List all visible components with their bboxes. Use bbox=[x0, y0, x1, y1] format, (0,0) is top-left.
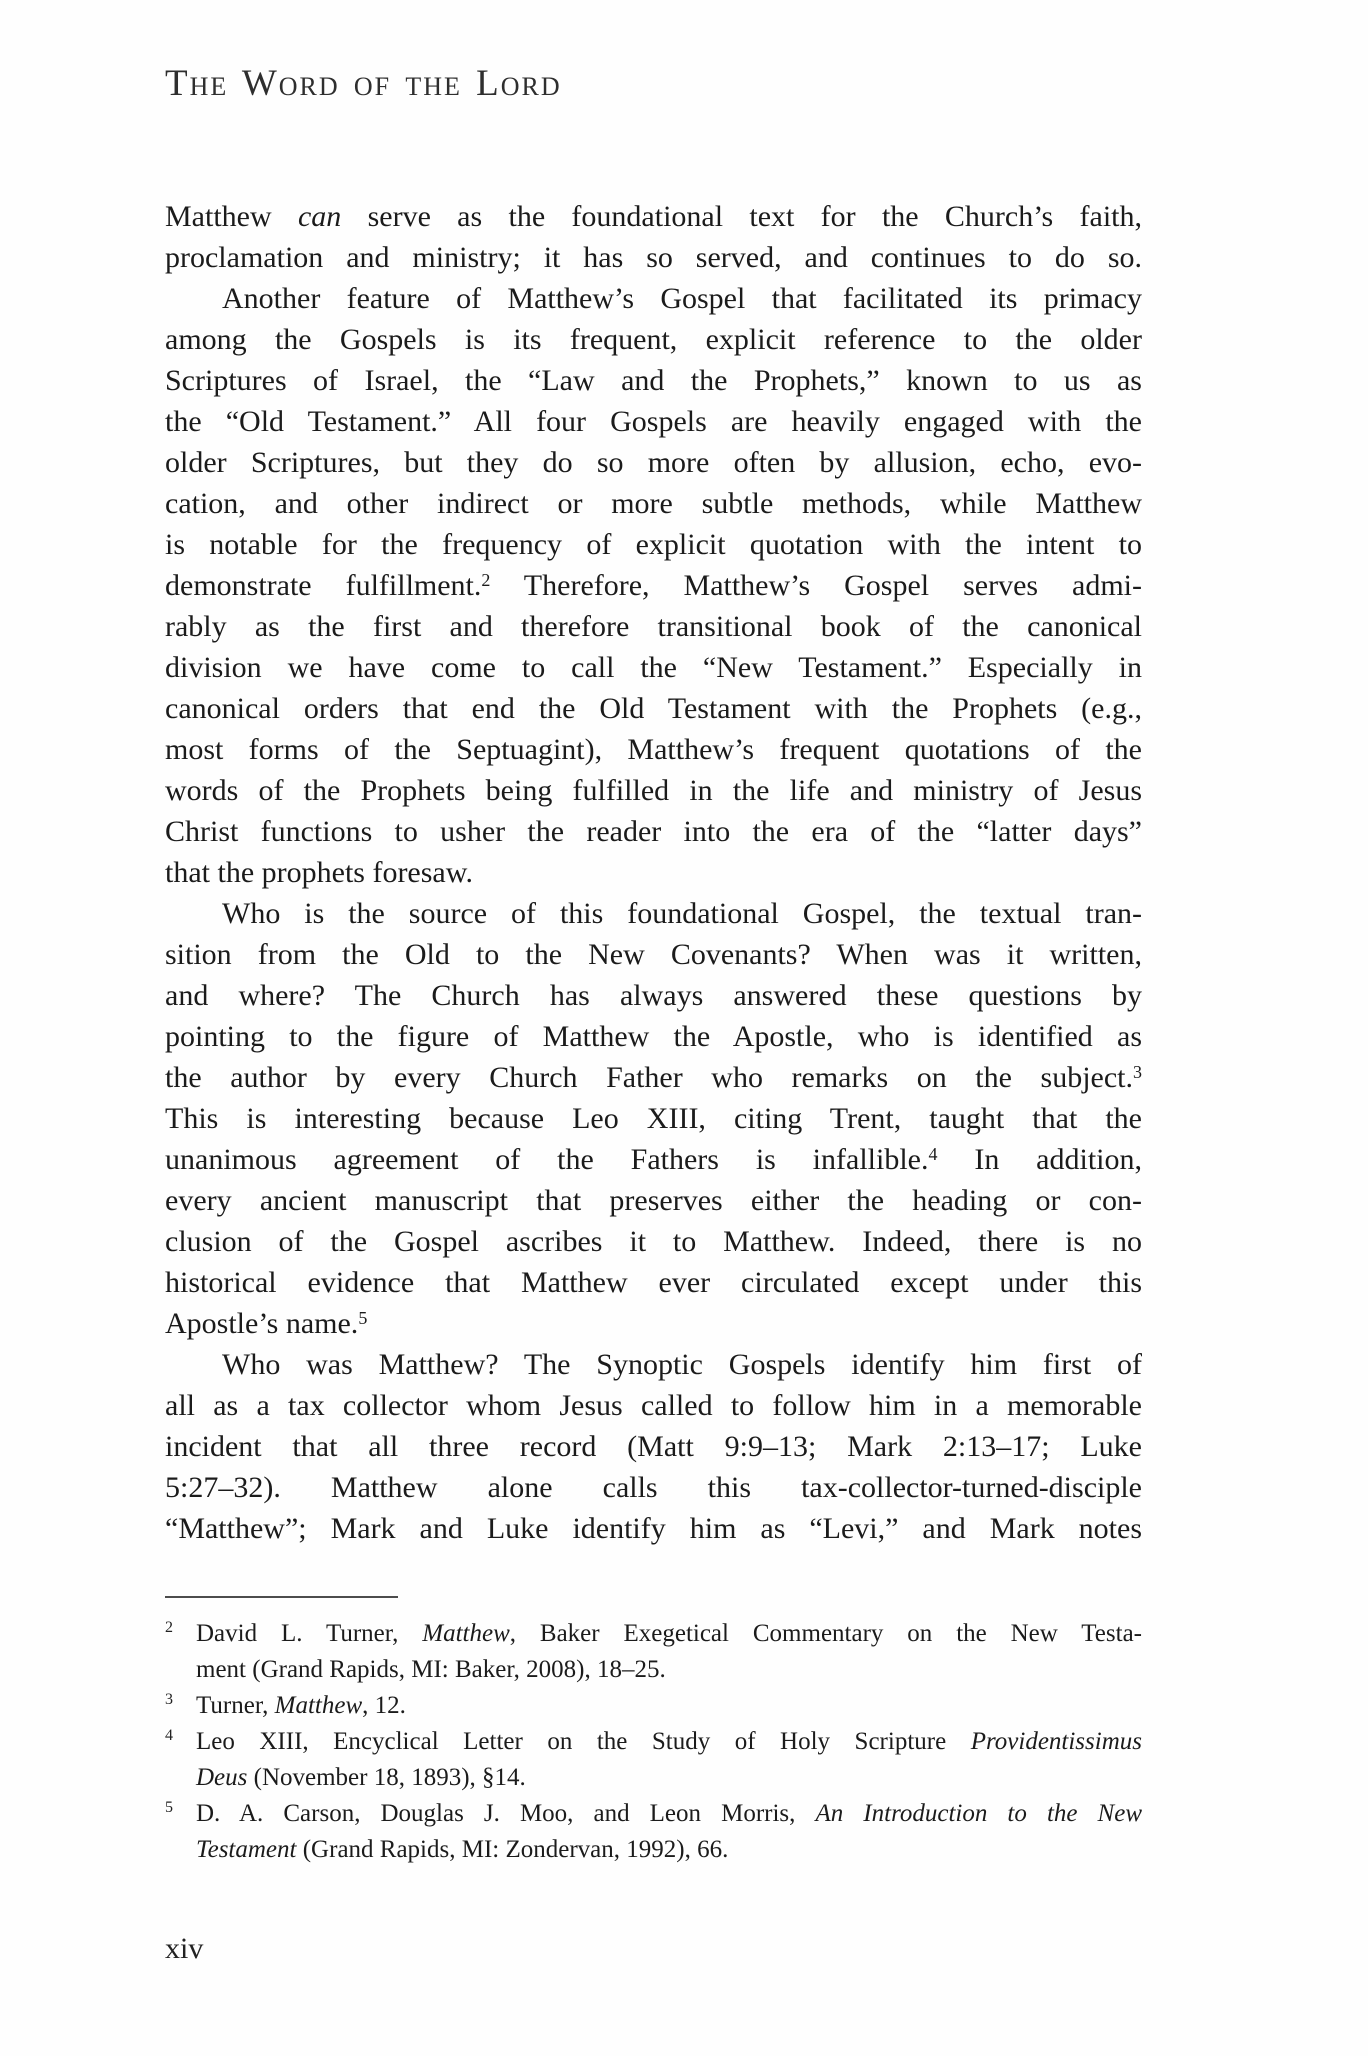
text-run: ment (Grand Rapids, MI: Baker, 2008), 18–25. bbox=[196, 1656, 666, 1683]
text-line bbox=[165, 1508, 1142, 1549]
text-run: every ancient manuscript that preserves either the heading or con- bbox=[165, 1184, 1142, 1217]
text-line bbox=[165, 565, 1142, 606]
footnote-line bbox=[196, 1796, 1142, 1832]
text-run: Leo XIII, Encyclical Letter on the Study of Holy Scripture bbox=[196, 1728, 971, 1755]
text-run: most forms of the Septuagint), Matthew’s frequent quotations of the bbox=[165, 733, 1142, 766]
text-line bbox=[165, 1057, 1142, 1098]
text-line bbox=[165, 401, 1142, 442]
text-run: sition from the Old to the New Covenants? When was it written, bbox=[165, 938, 1142, 971]
text-run: incident that all three record (Matt 9:9–13; Mark 2:13–17; Luke bbox=[165, 1430, 1142, 1463]
text-line bbox=[165, 1180, 1142, 1221]
footnote-text bbox=[196, 1796, 1142, 1868]
text-run: is notable for the frequency of explicit quotation with the intent to bbox=[165, 528, 1142, 561]
footnote-reference: 3 bbox=[1133, 1062, 1142, 1082]
footnote-reference: 4 bbox=[928, 1144, 938, 1164]
text-line bbox=[165, 729, 1142, 770]
footnote-number: 4 bbox=[165, 1727, 173, 1744]
text-line bbox=[165, 1344, 1142, 1385]
text-line bbox=[165, 1262, 1142, 1303]
text-run: Testament bbox=[196, 1836, 297, 1863]
footnote-line bbox=[196, 1724, 1142, 1760]
footnote-line bbox=[196, 1616, 1142, 1652]
text-line bbox=[165, 319, 1142, 360]
text-run: older Scriptures, but they do so more often by allusion, echo, evo- bbox=[165, 446, 1142, 479]
footnote-separator bbox=[165, 1596, 398, 1598]
text-run: Who was Matthew? The Synoptic Gospels identify him first of bbox=[222, 1348, 1142, 1381]
text-line bbox=[165, 852, 1142, 893]
text-run: Scriptures of Israel, the “Law and the Prophets,” known to us as bbox=[165, 364, 1142, 397]
text-line bbox=[165, 1139, 1142, 1180]
text-run: An Introduction to the New bbox=[815, 1800, 1143, 1827]
text-run: In addition, bbox=[937, 1143, 1143, 1176]
text-run: Deus bbox=[196, 1764, 248, 1791]
footnote-line bbox=[196, 1652, 1142, 1688]
paragraph bbox=[165, 196, 1142, 278]
paragraph bbox=[165, 893, 1142, 1344]
footnote-line bbox=[196, 1688, 1142, 1724]
text-run: canonical orders that end the Old Testament with the Prophets (e.g., bbox=[165, 692, 1142, 725]
paragraph bbox=[165, 1344, 1142, 1549]
text-line bbox=[165, 524, 1142, 565]
page-number: xiv bbox=[165, 1932, 204, 1965]
text-run: clusion of the Gospel ascribes it to Matthew. Indeed, there is no bbox=[165, 1225, 1142, 1258]
text-line bbox=[165, 1098, 1142, 1139]
text-run: David L. Turner, bbox=[196, 1620, 423, 1647]
text-line bbox=[165, 893, 1142, 934]
footnote-text bbox=[196, 1616, 1142, 1688]
text-run: and where? The Church has always answered these questions by bbox=[165, 979, 1142, 1012]
paragraph bbox=[165, 278, 1142, 893]
footnote-text bbox=[196, 1688, 1142, 1724]
text-line bbox=[165, 1426, 1142, 1467]
text-line bbox=[165, 1385, 1142, 1426]
text-line bbox=[165, 688, 1142, 729]
body-text bbox=[165, 196, 1142, 1549]
text-run: Turner, bbox=[196, 1692, 275, 1719]
text-run: cation, and other indirect or more subtle methods, while Matthew bbox=[165, 487, 1142, 520]
text-run: Providentissimus bbox=[970, 1728, 1142, 1755]
text-run: the “Old Testament.” All four Gospels are heavily engaged with the bbox=[165, 405, 1142, 438]
footnote-line bbox=[196, 1832, 1142, 1868]
text-run: “Matthew”; Mark and Luke identify him as “Levi,” and Mark notes bbox=[165, 1512, 1142, 1545]
text-line bbox=[165, 975, 1142, 1016]
text-line bbox=[165, 606, 1142, 647]
text-line bbox=[165, 360, 1142, 401]
text-line bbox=[165, 934, 1142, 975]
text-run: the author by every Church Father who remarks on the subject. bbox=[165, 1061, 1133, 1094]
text-line bbox=[165, 196, 1142, 237]
footnote-item bbox=[165, 1796, 1142, 1868]
text-line bbox=[165, 647, 1142, 688]
text-run: Apostle’s name. bbox=[165, 1307, 359, 1340]
text-run: words of the Prophets being fulfilled in the life and ministry of Jesus bbox=[165, 774, 1142, 807]
text-line bbox=[165, 237, 1142, 278]
footnote-text bbox=[196, 1724, 1142, 1796]
text-line bbox=[165, 1016, 1142, 1057]
text-run: unanimous agreement of the Fathers is infallible. bbox=[165, 1143, 929, 1176]
text-line bbox=[165, 1467, 1142, 1508]
text-run: (November 18, 1893), §14. bbox=[247, 1764, 526, 1791]
text-run: serve as the foundational text for the Church’s faith, bbox=[341, 200, 1143, 233]
text-run: , 12. bbox=[362, 1692, 406, 1719]
text-run: all as a tax collector whom Jesus called to follow him in a memorable bbox=[165, 1389, 1142, 1422]
text-run: D. A. Carson, Douglas J. Moo, and Leon Morris, bbox=[196, 1800, 816, 1827]
footnotes bbox=[165, 1616, 1142, 1868]
text-run: among the Gospels is its frequent, explicit reference to the older bbox=[165, 323, 1142, 356]
text-run: 5:27–32). Matthew alone calls this tax-collector-turned-disciple bbox=[165, 1471, 1142, 1504]
text-run: demonstrate fulfillment. bbox=[165, 569, 482, 602]
footnote-item bbox=[165, 1724, 1142, 1796]
text-line bbox=[165, 770, 1142, 811]
text-run: , Baker Exegetical Commentary on the New Testa- bbox=[509, 1620, 1142, 1647]
text-run: proclamation and ministry; it has so served, and continues to do so. bbox=[165, 241, 1142, 274]
footnote-line bbox=[196, 1760, 1142, 1796]
text-run: pointing to the figure of Matthew the Apostle, who is identified as bbox=[165, 1020, 1142, 1053]
text-run: Matthew bbox=[165, 200, 298, 233]
text-line bbox=[165, 442, 1142, 483]
footnote-number: 3 bbox=[165, 1691, 173, 1708]
footnote-number: 2 bbox=[165, 1619, 173, 1636]
text-run: Another feature of Matthew’s Gospel that facilitated its primacy bbox=[222, 282, 1142, 315]
text-run: that the prophets foresaw. bbox=[165, 856, 473, 889]
text-line bbox=[165, 811, 1142, 852]
text-run: Matthew bbox=[422, 1620, 510, 1647]
text-run: historical evidence that Matthew ever circulated except under this bbox=[165, 1266, 1142, 1299]
running-head: The Word of the Lord bbox=[165, 63, 562, 104]
text-line bbox=[165, 483, 1142, 524]
text-run: Christ functions to usher the reader into the era of the “latter days” bbox=[165, 815, 1142, 848]
text-line bbox=[165, 1303, 1142, 1344]
footnote-item bbox=[165, 1616, 1142, 1688]
text-run: Matthew bbox=[274, 1692, 363, 1719]
footnote-reference: 2 bbox=[481, 570, 491, 590]
text-run: This is interesting because Leo XIII, citing Trent, taught that the bbox=[165, 1102, 1142, 1135]
text-line bbox=[165, 278, 1142, 319]
text-run: can bbox=[297, 200, 342, 233]
text-run: Therefore, Matthew’s Gospel serves admi- bbox=[490, 569, 1142, 602]
text-line bbox=[165, 1221, 1142, 1262]
text-run: division we have come to call the “New Testament.” Especially in bbox=[165, 651, 1142, 684]
text-run: Who is the source of this foundational Gospel, the textual tran- bbox=[222, 897, 1142, 930]
text-run: (Grand Rapids, MI: Zondervan, 1992), 66. bbox=[296, 1836, 729, 1863]
footnote-number: 5 bbox=[165, 1799, 173, 1816]
text-run: rably as the first and therefore transitional book of the canonical bbox=[165, 610, 1142, 643]
footnote-item bbox=[165, 1688, 1142, 1724]
footnote-reference: 5 bbox=[358, 1308, 368, 1328]
